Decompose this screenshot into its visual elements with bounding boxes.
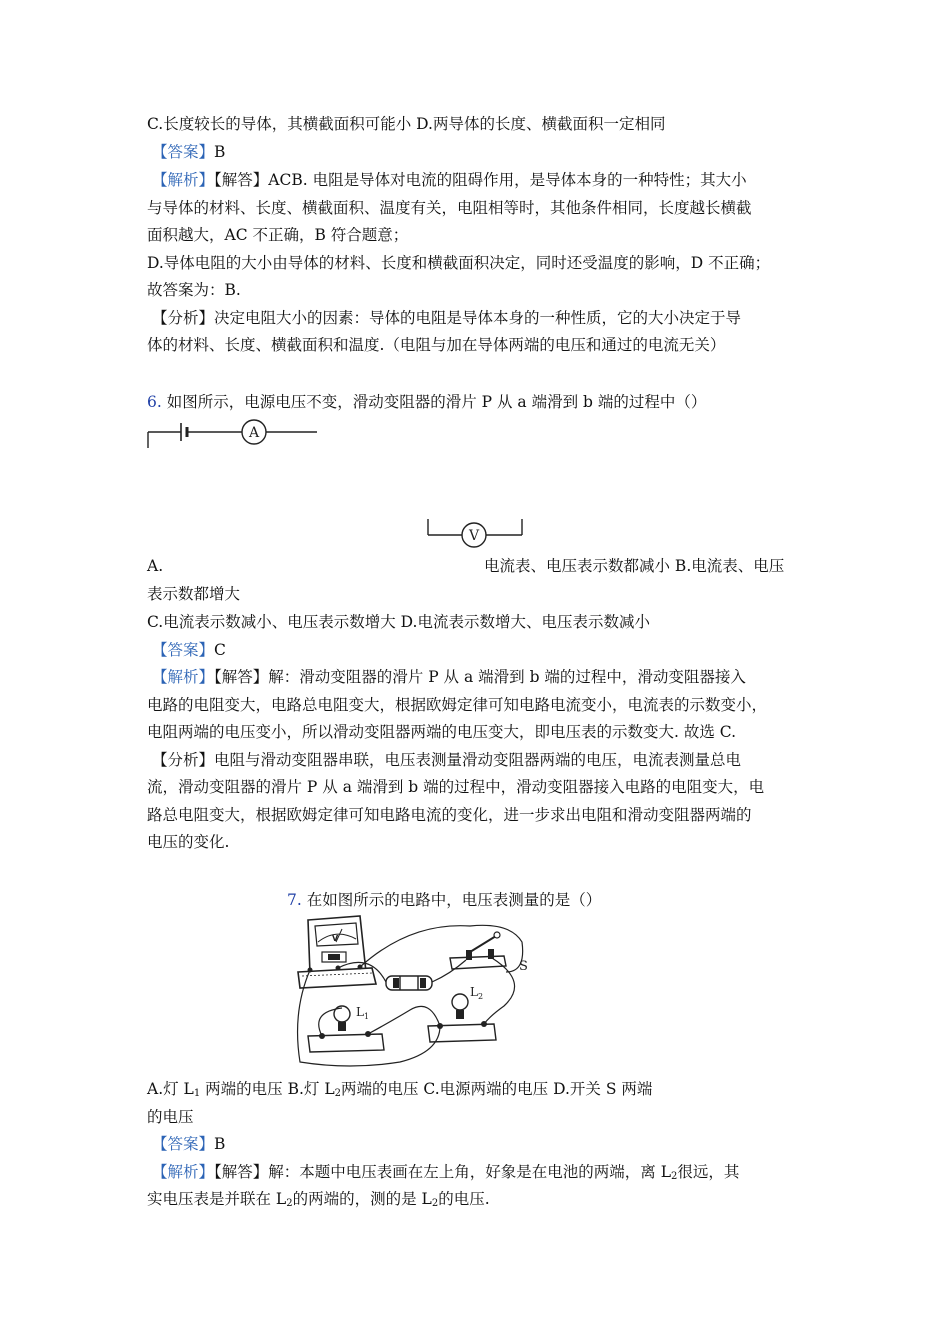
analysis-text: 【解答】解：滑动变阻器的滑片 P 从 a 端滑到 b 端的过程中，滑动变阻器接入 (214, 668, 746, 686)
analysis-tag: 【解析】 (152, 1163, 215, 1181)
lamp1-label: $L_1$ (356, 1005, 370, 1021)
q6-answer (152, 639, 226, 661)
q5-options-cd: C.长度较长的导体，其横截面积可能小 D.两导体的长度、横截面积一定相同 (147, 115, 666, 133)
answer-tag: 【答案】 (152, 641, 215, 659)
switch-icon (450, 932, 528, 974)
q5-analysis-line-5: 故答案为：B. (147, 281, 241, 299)
answer-value: B (214, 1135, 226, 1153)
answer-value: C (214, 641, 226, 659)
q6-analysis-line-2: 电路的电阻变大，电路总电阻变大，根据欧姆定律可知电路电流变小，电流表的示数变小， (147, 696, 768, 714)
analysis-text: 【解答】ACB. 电阻是导体对电流的阻碍作用，是导体本身的一种特性；其大小 (214, 171, 747, 189)
q7-analysis-line-1: 【解析】【解答】解：本题中电压表画在左上角，好象是在电池的两端，离 $L_2$很远，其 (152, 1163, 740, 1182)
q6-circuit-voltmeter (426, 518, 526, 550)
q6-fenxi-line-1: 【分析】电阻与滑动变阻器串联，电压表测量滑动变阻器两端的电压，电流表测量总电 (152, 751, 742, 769)
answer-tag: 【答案】 (152, 143, 215, 161)
q5-fenxi-line-2: 体的材料、长度、横截面积和温度.（电阻与加在导体两端的电压和通过的电流无关） (147, 336, 726, 354)
q6-option-b-cont: 表示数都增大 (147, 585, 241, 603)
q5-fenxi-line-1: 【分析】决定电阻大小的因素：导体的电阻是导体本身的一种性质，它的大小决定于导 (152, 309, 742, 327)
analysis-tag: 【解析】 (152, 171, 215, 189)
answer-tag: 【答案】 (152, 1135, 215, 1153)
analysis-tag: 【解析】 (152, 668, 215, 686)
q6-fenxi-line-2: 流，滑动变阻器的滑片 P 从 a 端滑到 b 端的过程中，滑动变阻器接入电路的电阻变大，电 (147, 778, 765, 796)
meter-label: V (332, 934, 339, 943)
lamp2-icon (428, 985, 496, 1042)
q6-circuit-top (146, 418, 318, 450)
q6-analysis-line-3: 电阻两端的电压变小，所以滑动变阻器两端的电压变大，即电压表的示数变大. 故选 C. (147, 723, 737, 741)
q6-analysis-line-1 (152, 666, 746, 688)
question-number: 6. (147, 393, 162, 411)
question-text: 在如图所示的电路中，电压表测量的是（） (301, 891, 602, 909)
question-number: 7. (287, 891, 302, 909)
q5-analysis-line-2: 与导体的材料、长度、横截面积、温度有关，电阻相等时，其他条件相同，长度越长横截 (147, 199, 752, 217)
q6-options-ab: 电流表、电压表示数都减小 B.电流表、电压 (484, 557, 785, 575)
q7-stem (287, 889, 601, 911)
q6-fenxi-line-4: 电压的变化. (147, 833, 230, 851)
answer-value: B (214, 143, 226, 161)
q5-analysis-line-3: 面积越大，AC 不正确，B 符合题意； (147, 226, 409, 244)
q5-answer (152, 141, 225, 163)
voltmeter-box (298, 916, 376, 988)
q6-option-a-prefix: A. (147, 557, 164, 575)
q5-analysis-line-1 (152, 169, 747, 191)
battery-icon (386, 976, 432, 990)
q7-options-line-1: A.灯 $L_1$ 两端的电压 B.灯 $L_2$两端的电压 C.电源两端的电压 D.开关 S 两端 (147, 1080, 653, 1099)
q7-analysis-line-2: 实电压表是并联在 $L_2$的两端的，测的是 $L_2$的电压. (147, 1190, 490, 1209)
q6-fenxi-line-3: 路总电阻变大，根据欧姆定律可知电路电流的变化，进一步求出电阻和滑动变阻器两端的 (147, 806, 752, 824)
voltmeter-label: V (468, 528, 480, 544)
lamp2-label: $L_2$ (470, 985, 484, 1001)
question-text: 如图所示，电源电压不变，滑动变阻器的滑片 P 从 a 端滑到 b 端的过程中（） (161, 393, 707, 411)
q6-options-cd: C.电流表示数减小、电压表示数增大 D.电流表示数增大、电压表示数减小 (147, 613, 650, 631)
q6-stem (147, 391, 706, 413)
ammeter-label: A (248, 425, 260, 441)
switch-label: S (519, 959, 528, 974)
q5-analysis-line-4: D.导体电阻的大小由导体的材料、长度和横截面积决定，同时还受温度的影响，D 不正确； (147, 254, 771, 272)
q7-circuit-illustration (290, 912, 540, 1072)
q7-options-line-2: 的电压 (147, 1108, 194, 1126)
q7-answer (152, 1133, 225, 1155)
